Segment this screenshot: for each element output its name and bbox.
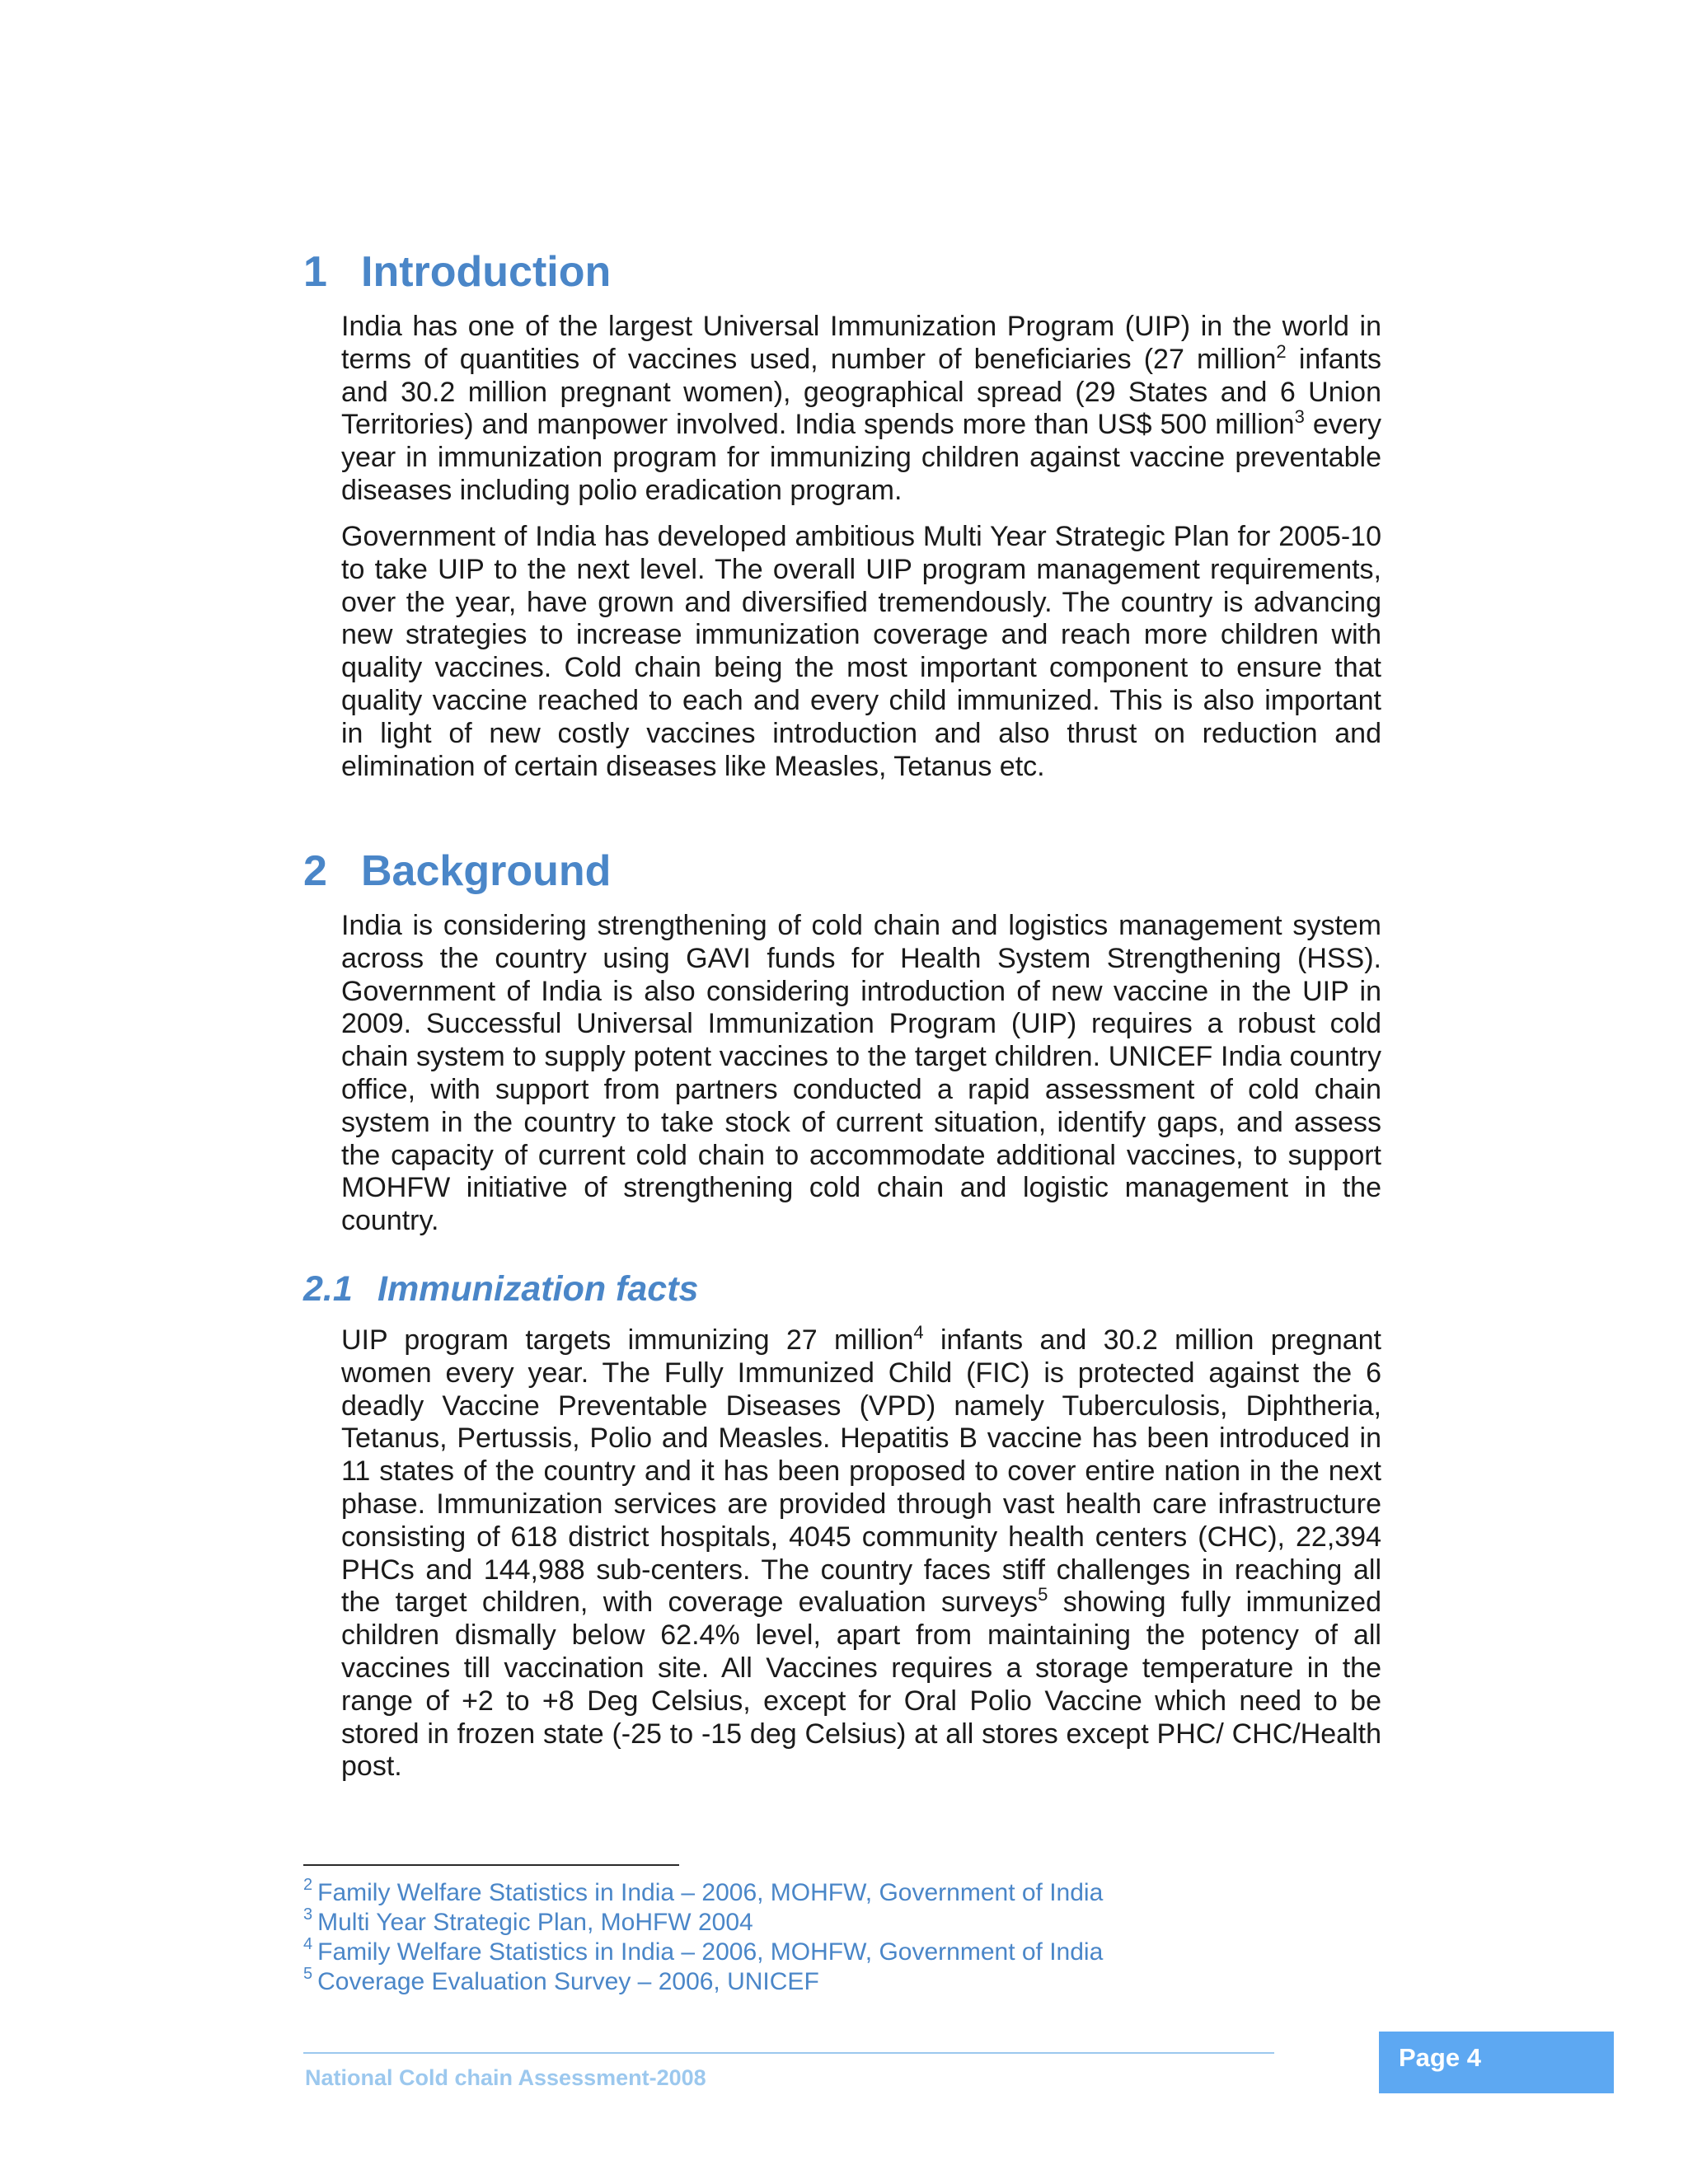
section-heading-introduction (303, 247, 611, 297)
footnote (303, 1967, 1375, 1997)
footnote (303, 1878, 1375, 1908)
footnote-ref: 2 (1276, 340, 1287, 362)
section-title: Background (361, 847, 612, 895)
footnote-mark: 3 (303, 1905, 313, 1924)
section-number: 2 (303, 847, 327, 895)
intro-paragraph-2: Government of India has developed ambitious Multi Year Strategic Plan for 2005-10 to take UIP to the next level. The overall UIP program management requirements, over the year, have grown and diversified tremendously. The country is advancing new strategies to increase immunization coverage and reach more children with quality vaccines. Cold chain being the most important component to ensure that quality vaccine reached to each and every child immunized. This is also important in light of new costly vaccines introduction and also thrust on reduction and elimination of certain diseases like Measles, Tetanus etc. (341, 521, 1381, 782)
subsection-heading-immunization-facts (303, 1268, 698, 1310)
footnote-separator (303, 1864, 679, 1866)
section-title: Introduction (361, 248, 612, 296)
page-number-badge (1379, 2032, 1614, 2093)
subsection-title: Immunization facts (377, 1269, 699, 1309)
footnote-mark: 4 (303, 1935, 313, 1953)
page-number-label: Page 4 (1399, 2043, 1481, 2072)
footer-title: National Cold chain Assessment-2008 (305, 2065, 706, 2090)
footnote-ref: 5 (1038, 1584, 1048, 1605)
footnote (303, 1935, 1375, 1967)
footer-rule (303, 2052, 1274, 2054)
intro-paragraph-1: India has one of the largest Universal Immunization Program (UIP) in the world in terms of quantities of vaccines used, number of beneficiaries (27 million$^2$ infants and 30.2 million pregnant women), geographical spread (29 States and 6 Union Territories) and manpower involved. India spends more than US$ 500 million$^3$ every year in immunization program for immunizing children against vaccine preventable diseases including polio eradication program. (341, 311, 1381, 506)
footnote-ref: 3 (1294, 406, 1305, 428)
footnotes-list (303, 1878, 1375, 1997)
section-number: 1 (303, 248, 327, 296)
footnote-text: Family Welfare Statistics in India – 2006, MOHFW, Government of India (317, 1879, 1104, 1906)
immunization-facts-paragraph: UIP program targets immunizing 27 million$^4$ infants and 30.2 million pregnant women every year. The Fully Immunized Child (FIC) is protected against the 6 deadly Vaccine Preventable Diseases (VPD) namely Tuberculosis, Diphtheria, Tetanus, Pertussis, Polio and Measles. Hepatitis B vaccine has been introduced in 11 states of the country and it has been proposed to cover entire nation in the next phase. Immunization services are provided through vast health care infrastructure consisting of 618 district hospitals, 4045 community health centers (CHC), 22,394 PHCs and 144,988 sub-centers. The country faces stiff challenges in reaching all the target children, with coverage evaluation surveys$^5$ showing fully immunized children dismally below 62.4% level, apart from maintaining the potency of all vaccines till vaccination site. All Vaccines requires a storage temperature in the range of +2 to +8 Deg Celsius, except for Oral Polio Vaccine which need to be stored in frozen state (-25 to -15 deg Celsius) at all stores except PHC/ CHC/Health post. (341, 1322, 1381, 1783)
footnote-text: Family Welfare Statistics in India – 2006, MOHFW, Government of India (317, 1938, 1104, 1966)
footnote-text: Multi Year Strategic Plan, MoHFW 2004 (317, 1909, 753, 1936)
footnote-mark: 2 (303, 1876, 313, 1894)
subsection-number: 2.1 (303, 1269, 353, 1309)
section-heading-background (303, 846, 611, 896)
footnote-ref: 4 (913, 1322, 924, 1343)
background-paragraph: India is considering strengthening of cold chain and logistics management system across the country using GAVI funds for Health System Strengthening (HSS). Government of India is also considering introduction of new vaccine in the UIP in 2009. Successful Universal Immunization Program (UIP) requires a robust cold chain system to supply potent vaccines to the target children. UNICEF India country office, with support from partners conducted a rapid assessment of cold chain system in the country to take stock of current situation, identify gaps, and assess the capacity of current cold chain to accommodate additional vaccines, to support MOHFW initiative of strengthening cold chain and logistic management in the country. (341, 910, 1381, 1237)
footnote-text: Coverage Evaluation Survey – 2006, UNICEF (317, 1968, 819, 1995)
footnote-mark: 5 (303, 1965, 313, 1983)
footnote (303, 1905, 1375, 1938)
